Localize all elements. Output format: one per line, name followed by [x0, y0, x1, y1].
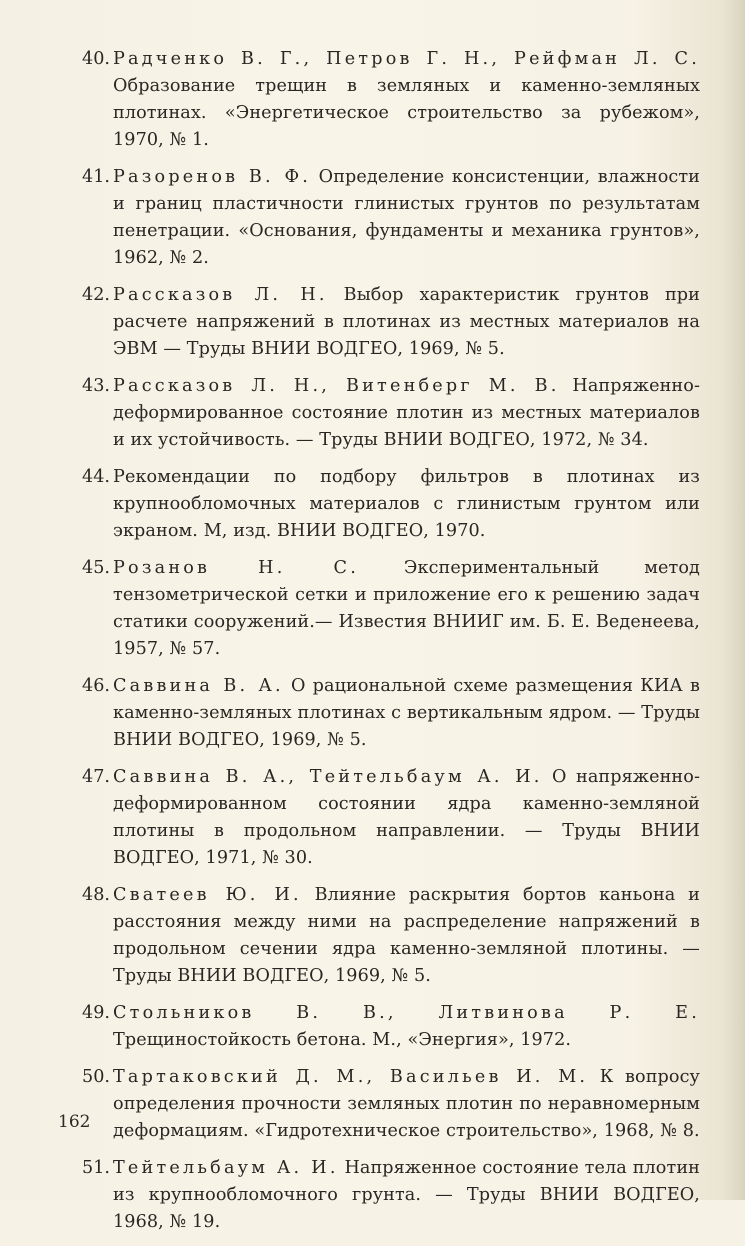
reference-item	[82, 882, 700, 990]
reference-list	[82, 46, 700, 1246]
reference-text	[113, 673, 700, 754]
reference-item	[82, 373, 700, 454]
reference-number: 44.	[82, 467, 110, 487]
reference-author: Тейтельбаум А. И.	[113, 1158, 339, 1178]
reference-text	[113, 1000, 700, 1054]
reference-text	[113, 464, 700, 545]
reference-body: Образование трещин в земляных и каменно-земляных плотинах. «Энергетическое строительство за рубежом», 1970, № 1.	[113, 76, 700, 150]
reference-body: Определение консистенции, влажности и границ пластичности глинистых грунтов по результатам пенетрации. «Основания, фундаменты и механика грунтов», 1962, № 2.	[113, 167, 701, 268]
reference-item	[82, 46, 700, 154]
reference-author: Стольников В. В., Литвинова Р. Е.	[113, 1003, 700, 1023]
reference-number: 48.	[82, 885, 110, 905]
reference-item	[82, 164, 700, 272]
reference-item	[82, 555, 700, 663]
reference-number: 43.	[82, 376, 110, 396]
reference-author: Рассказов Л. Н.	[113, 285, 328, 305]
reference-number: 40.	[82, 49, 110, 69]
reference-body: О напряженно-деформированном состоянии ядра каменно-земляной плотины в продольном направлении. — Труды ВНИИ ВОДГЕО, 1971, № 30.	[113, 767, 700, 868]
reference-author: Тартаковский Д. М., Васильев И. М.	[113, 1067, 589, 1087]
reference-item	[82, 1000, 700, 1054]
reference-number: 41.	[82, 167, 110, 187]
page-number: 162	[58, 1112, 91, 1132]
reference-item	[82, 464, 700, 545]
reference-text	[113, 764, 700, 872]
reference-author: Радченко В. Г., Петров Г. Н., Рейфман Л. С.	[113, 49, 700, 69]
reference-item	[82, 673, 700, 754]
reference-text	[113, 164, 700, 272]
reference-author: Сватеев Ю. И.	[113, 885, 302, 905]
reference-item	[82, 282, 700, 363]
reference-number: 49.	[82, 1003, 110, 1023]
reference-body: Экспериментальный метод тензометрической сетки и приложение его к решению задач статики сооружений.— Известия ВНИИГ им. Б. Е. Веденеева, 1957, № 57.	[113, 558, 700, 659]
reference-body: Напряженное состояние тела плотин из крупнообломочного грунта. — Труды ВНИИ ВОДГЕО, 1968, № 19.	[113, 1158, 700, 1232]
reference-text	[113, 282, 700, 363]
reference-item	[82, 1064, 700, 1145]
reference-number: 51.	[82, 1158, 110, 1178]
reference-author: Саввина В. А.	[113, 676, 284, 696]
reference-text	[113, 1155, 700, 1236]
reference-author: Саввина В. А., Тейтельбаум А. И.	[113, 767, 543, 787]
reference-text	[113, 882, 700, 990]
reference-number: 42.	[82, 285, 110, 305]
reference-number: 47.	[82, 767, 110, 787]
reference-text	[113, 555, 700, 663]
reference-body: Влияние раскрытия бортов каньона и расстояния между ними на распределение напряжений в продольном сечении ядра каменно-земляной плотины. — Труды ВНИИ ВОДГЕО, 1969, № 5.	[113, 885, 700, 986]
reference-author: Розанов Н. С.	[113, 558, 359, 578]
reference-body: Выбор характеристик грунтов при расчете напряжений в плотинах из местных материалов на ЭВМ — Труды ВНИИ ВОДГЕО, 1969, № 5.	[113, 285, 700, 359]
reference-text	[113, 1064, 700, 1145]
reference-text	[113, 46, 700, 154]
reference-number: 50.	[82, 1067, 110, 1087]
reference-author: Рассказов Л. Н., Витенберг М. В.	[113, 376, 560, 396]
reference-body: Трещиностойкость бетона. М., «Энергия», 1972.	[113, 1030, 572, 1050]
reference-body: О рациональной схеме размещения КИА в каменно-земляных плотинах с вертикальным ядром. — Труды ВНИИ ВОДГЕО, 1969, № 5.	[113, 676, 700, 750]
reference-text	[113, 373, 700, 454]
reference-number: 45.	[82, 558, 110, 578]
reference-body: К вопросу определения прочности земляных плотин по неравномерным деформациям. «Гидротехническое строительство», 1968, № 8.	[113, 1067, 700, 1141]
reference-number: 46.	[82, 676, 110, 696]
reference-author: Разоренов В. Ф.	[113, 167, 312, 187]
reference-item	[82, 764, 700, 872]
reference-body: Напряженно-деформированное состояние плотин из местных материалов и их устойчивость. — Труды ВНИИ ВОДГЕО, 1972, № 34.	[113, 376, 700, 450]
reference-item	[82, 1155, 700, 1236]
reference-body: Рекомендации по подбору фильтров в плотинах из крупнообломочных материалов с глинистым грунтом или экраном. М, изд. ВНИИ ВОДГЕО, 1970.	[113, 467, 700, 541]
